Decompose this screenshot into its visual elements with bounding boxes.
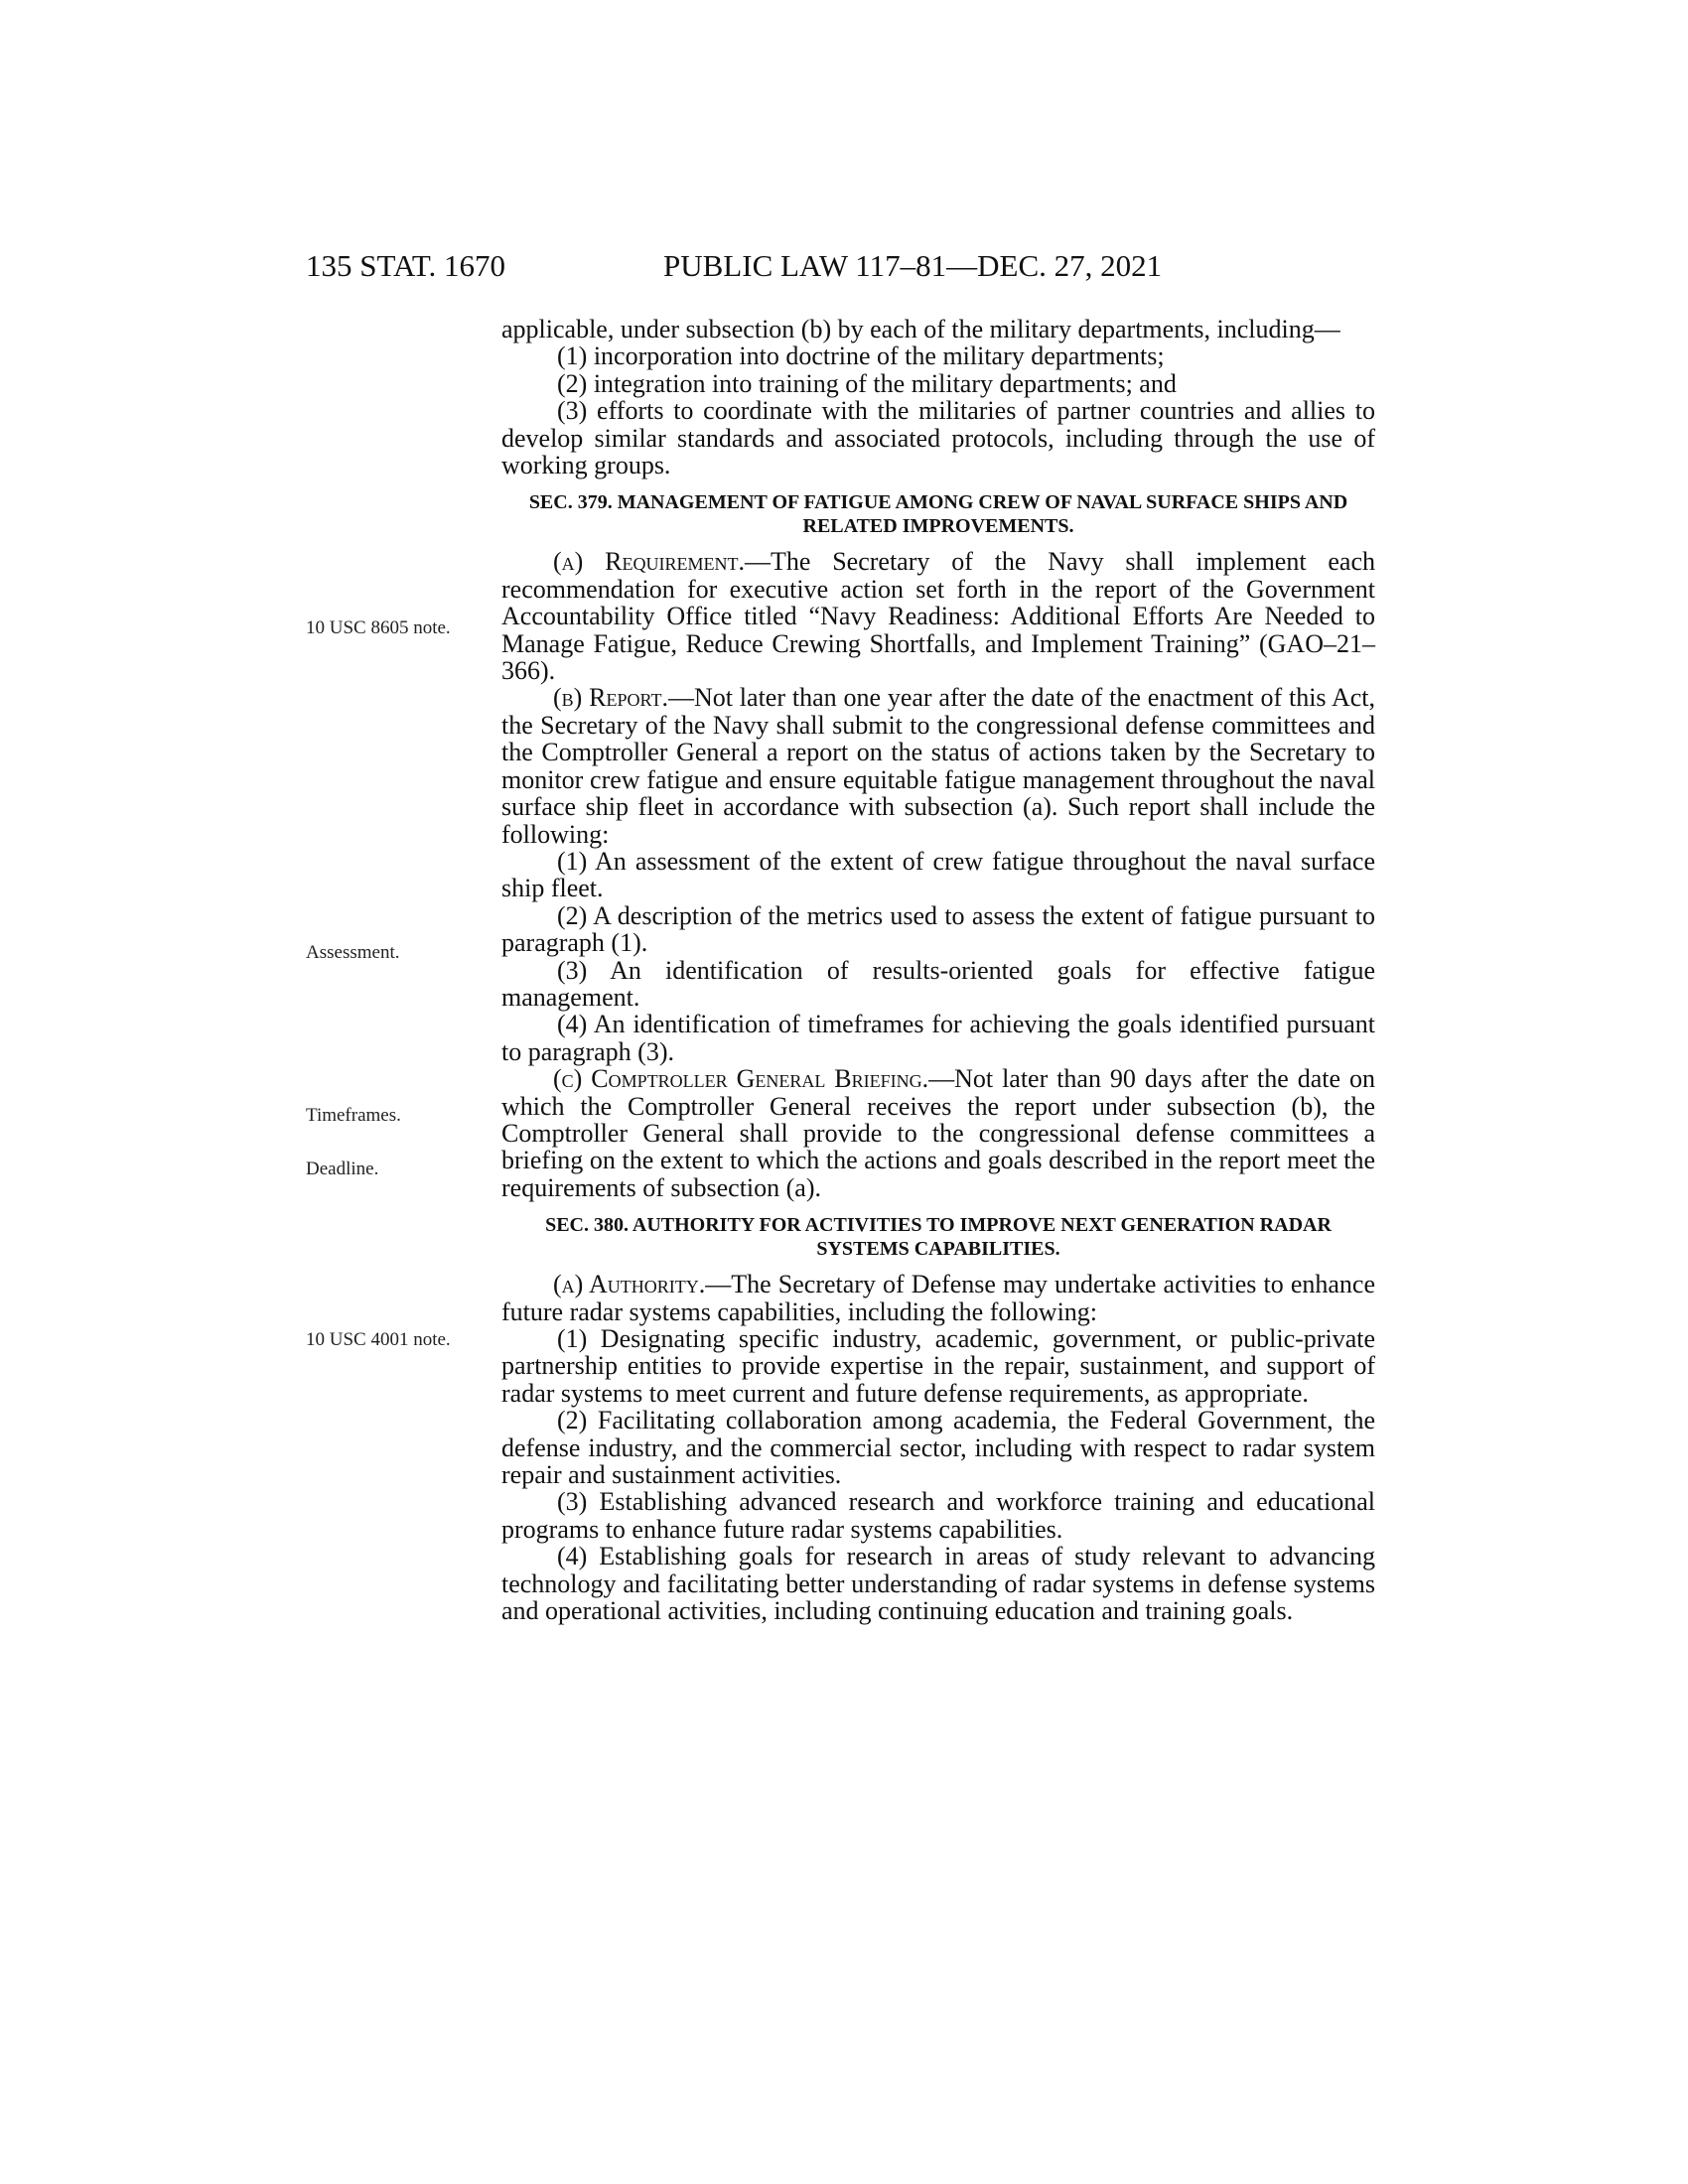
section-379-heading: SEC. 379. MANAGEMENT OF FATIGUE AMONG CREW OF NAVAL SURFACE SHIPS AND RELATED IMPROVEMENTS. (528, 491, 1348, 538)
intro-paragraph: applicable, under subsection (b) by each of the military departments, including— (501, 315, 1340, 343)
sec380-a-item-2: (2) Facilitating collaboration among academia, the Federal Government, the defense industry, and the commercial sector, including with respect to radar system repair and sustainment activities. (501, 1406, 1375, 1490)
intro-item-2: (2) integration into training of the military departments; and (557, 368, 1177, 398)
sec379-b-item-1: (1) An assessment of the extent of crew fatigue throughout the naval surface ship fleet. (501, 846, 1375, 903)
sec379-a-text: —The Secretary of the Navy shall implement each recommendation for executive action set forth in the report of the Government Accountability Office titled “Navy Readiness: Additional Efforts Are Needed to Manage Fatigue, Reduce Crewing Shortfalls, and Implement Training” (GAO–21–366). (501, 547, 1375, 686)
margin-note-usc-8605: 10 USC 8605 note. (306, 617, 451, 638)
sec379-subsection-c (501, 1065, 1375, 1201)
sec379-subsection-a (501, 548, 1375, 684)
sec379-a-label: (a) Requirement. (553, 547, 745, 577)
sec380-a-item-1: (1) Designating specific industry, academic, government, or public-private partnership entities to provide expertise in the repair, sustainment, and support of radar systems to meet current and future defense requirements, as appropriate. (501, 1324, 1375, 1408)
margin-note-timeframes: Timeframes. (306, 1105, 401, 1126)
sec379-b-item-4: (4) An identification of timeframes for achieving the goals identified pursuant to paragraph (3). (501, 1010, 1375, 1066)
sec379-subsection-b (501, 684, 1375, 847)
margin-note-deadline: Deadline. (306, 1159, 379, 1179)
sec380-a-item-3: (3) Establishing advanced research and workforce training and educational programs to enhance future radar systems capabilities. (501, 1487, 1375, 1544)
intro-item-3: (3) efforts to coordinate with the militaries of partner countries and allies to develop similar standards and associated protocols, including through the use of working groups. (501, 396, 1375, 480)
document-body (501, 316, 1375, 1624)
sec380-subsection-a (501, 1271, 1375, 1325)
sec379-b-label: (b) Report. (553, 683, 668, 713)
sec379-b-item-2: (2) A description of the metrics used to assess the extent of fatigue pursuant to paragraph (1). (501, 900, 1375, 958)
sec379-b-text: —Not later than one year after the date of the enactment of this Act, the Secretary of the Navy shall submit to the congressional defense committees and the Comptroller General a report on the status of actions taken by the Secretary to monitor crew fatigue and ensure equitable fatigue management throughout the naval surface ship fleet in accordance with subsection (a). Such report shall include the following: (501, 683, 1376, 849)
sec379-b-item-3: (3) An identification of results-oriented goals for effective fatigue management. (501, 955, 1375, 1012)
public-law-title: PUBLIC LAW 117–81—DEC. 27, 2021 (663, 248, 1163, 283)
intro-item-1: (1) incorporation into doctrine of the military departments; (557, 341, 1165, 371)
sec379-c-label: (c) Comptroller General Briefing. (553, 1064, 929, 1094)
section-380-heading: SEC. 380. AUTHORITY FOR ACTIVITIES TO IMPROVE NEXT GENERATION RADAR SYSTEMS CAPABILITIES. (545, 1214, 1332, 1261)
sec380-a-text: —The Secretary of Defense may undertake activities to enhance future radar systems capabilities, including the following: (501, 1270, 1375, 1326)
running-header (0, 248, 1688, 288)
statute-page-number: 135 STAT. 1670 (306, 248, 506, 283)
sec380-a-item-4: (4) Establishing goals for research in areas of study relevant to advancing technology and facilitating better understanding of radar systems in defense systems and operational activities, including continuing education and training goals. (501, 1542, 1375, 1626)
sec380-a-label: (a) Authority. (553, 1270, 706, 1299)
margin-note-usc-4001: 10 USC 4001 note. (306, 1329, 451, 1350)
sec379-c-text: —Not later than 90 days after the date on which the Comptroller General receives the report under subsection (b), the Comptroller General shall provide to the congressional defense committees a briefing on the extent to which the actions and goals described in the report meet the requirements of subsection (a). (501, 1064, 1375, 1202)
margin-note-assessment: Assessment. (306, 942, 400, 963)
